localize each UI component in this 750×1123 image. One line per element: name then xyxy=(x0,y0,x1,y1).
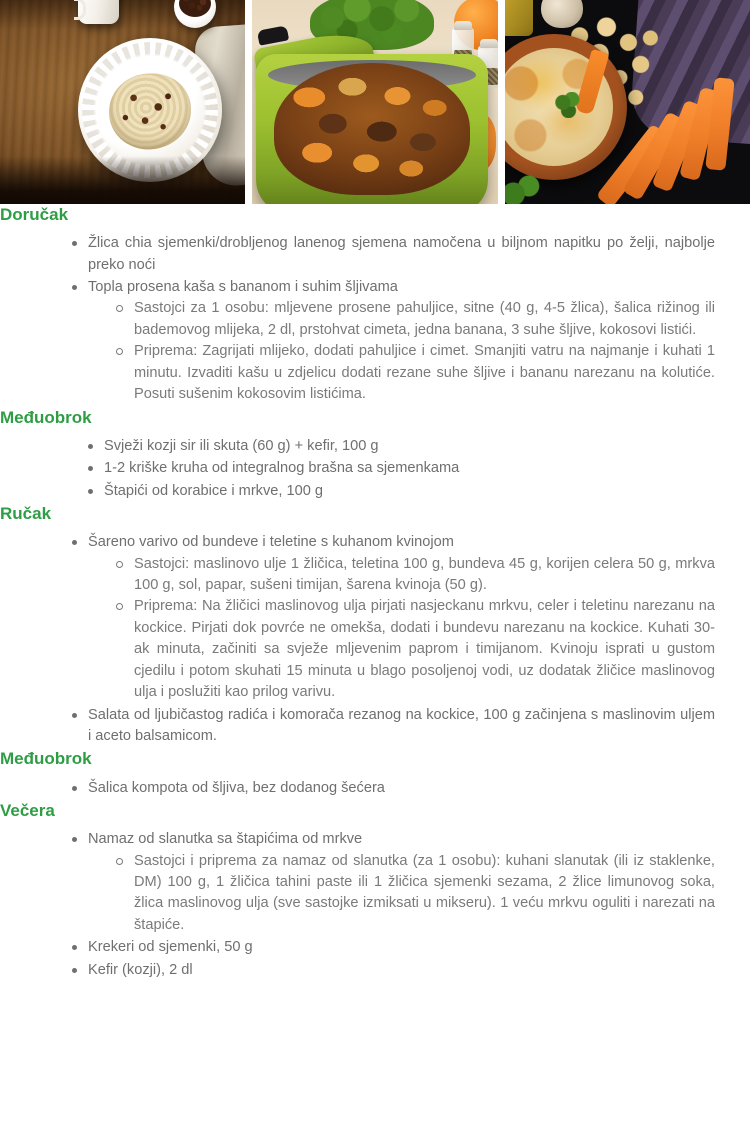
olive-oil-bottle xyxy=(505,0,533,36)
sublist-item: Priprema: Na žličici maslinovog ulja pirjati nasjeckanu mrkvu, celer i teletinu narezanu na kockice. Pirjati dok povrće ne omekša, dodati i bundevu narezanu na kockice. Kuhati 30-ak minuta, začiniti sa svježe mljevenim paprom i timijanom. Kvinoju isprati u gustom cjedilu i potom skuhati 15 minuta u blago posoljenoj vodi, uz dodatak žličice maslinovog ulja i poslužiti kao prilog varivu. xyxy=(116,596,715,703)
photo-hummus-artwork xyxy=(505,0,750,204)
sublist-item: Sastojci za 1 osobu: mljevene prosene pahuljice, sitne (40 g, 4-5 žlica), šalica rižinog ili bademovog mlijeka, 2 dl, prstohvat cimeta, jedna banana, 3 suhe šljive, kokosovi listići. xyxy=(116,298,715,341)
list-item: Salata od ljubičastog radića i komorača rezanog na kockice, 100 g začinjena s maslinovim uljem i aceto balsamicom. xyxy=(72,705,715,748)
veal-pumpkin-stew xyxy=(274,63,470,195)
list-item: Krekeri od sjemenki, 50 g xyxy=(72,937,715,958)
sublist-item: Priprema: Zagrijati mlijeko, dodati pahuljice i cimet. Smanjiti vatru na najmanje i kuhati 1 minutu. Izvaditi kašu u zdjelicu dodati rezane suhe šljive i bananu narezanu na kolutiće. Posuti sušenim kokosovim listićima. xyxy=(116,341,715,405)
list-item xyxy=(72,233,715,276)
photo-millet-porridge-bowl xyxy=(0,0,245,204)
photo-millet-porridge-artwork xyxy=(0,0,245,204)
list-item: Šalica kompota od šljiva, bez dodanog šećera xyxy=(72,778,715,799)
list-item-text: Topla prosena kaša s bananom i suhim šljivama xyxy=(88,278,398,295)
list-item-text: Žlica chia sjemenki/drobljenog lanenog sjemena namočena u biljnom napitku po želji, najbolje preko noći xyxy=(88,235,715,273)
sublist xyxy=(88,298,715,405)
green-cooking-pot xyxy=(256,54,488,204)
carrot-sticks-pile xyxy=(616,92,746,204)
meal-heading-rucak: Ručak xyxy=(0,504,52,523)
recipe-photo-strip xyxy=(0,0,750,204)
sublist xyxy=(88,851,715,937)
list-item: Svježi kozji sir ili skuta (60 g) + kefir, 100 g xyxy=(88,436,715,457)
meal-list-rucak xyxy=(0,532,750,747)
meal-heading-vecera: Večera xyxy=(0,801,55,820)
sublist-item: Sastojci i priprema za namaz od slanutka (za 1 osobu): kuhani slanutak (ili iz staklenke, DM) 100 g, 1 žličica tahini paste ili 1 žličica sjemenki sezama, 2 žlice limunovog soka, žlica maslinovog ulja (sve sastojke izmiksati u mikseru). 1 veću mrkvu oguliti i narezati na štapiće. xyxy=(116,851,715,937)
list-item: Kefir (kozji), 2 dl xyxy=(72,960,715,981)
sublist-item: Sastojci: maslinovo ulje 1 žličica, teletina 100 g, bundeva 45 g, korijen celera 50 g, mrkva 100 g, sol, papar, sušeni timijan, šarena kvinoja (50 g). xyxy=(116,554,715,597)
meal-plan-content xyxy=(0,204,750,981)
list-item: Štapići od korabice i mrkve, 100 g xyxy=(88,481,715,502)
millet-porridge xyxy=(109,74,191,150)
sublist xyxy=(88,554,715,704)
list-item xyxy=(72,277,715,406)
list-item xyxy=(72,829,715,936)
list-item-text: Šareno varivo od bundeve i teletine s kuhanom kvinojom xyxy=(88,534,454,551)
list-item: 1-2 kriške kruha od integralnog brašna sa sjemenkama xyxy=(88,458,715,479)
photo-hummus-carrot-sticks xyxy=(505,0,750,204)
meal-list-dorucak xyxy=(0,233,750,406)
meal-list-meduobrok-2 xyxy=(0,778,750,799)
herb-garnish-corner xyxy=(505,170,547,204)
parsley-garnish xyxy=(555,92,581,118)
list-item-text: Namaz od slanutka sa štapićima od mrkve xyxy=(88,831,363,848)
meal-list-vecera xyxy=(0,829,750,981)
milk-jug xyxy=(78,0,119,24)
meal-heading-dorucak: Doručak xyxy=(0,205,69,224)
list-item xyxy=(72,532,715,704)
meal-heading-meduobrok-1: Međuobrok xyxy=(0,407,92,427)
meal-list-meduobrok-1 xyxy=(0,436,750,502)
meal-heading-meduobrok-2: Međuobrok xyxy=(0,749,92,769)
photo-veal-pumpkin-stew-pot xyxy=(252,0,498,204)
photo-stew-artwork xyxy=(252,0,498,204)
table-bottom-shadow xyxy=(0,156,245,204)
